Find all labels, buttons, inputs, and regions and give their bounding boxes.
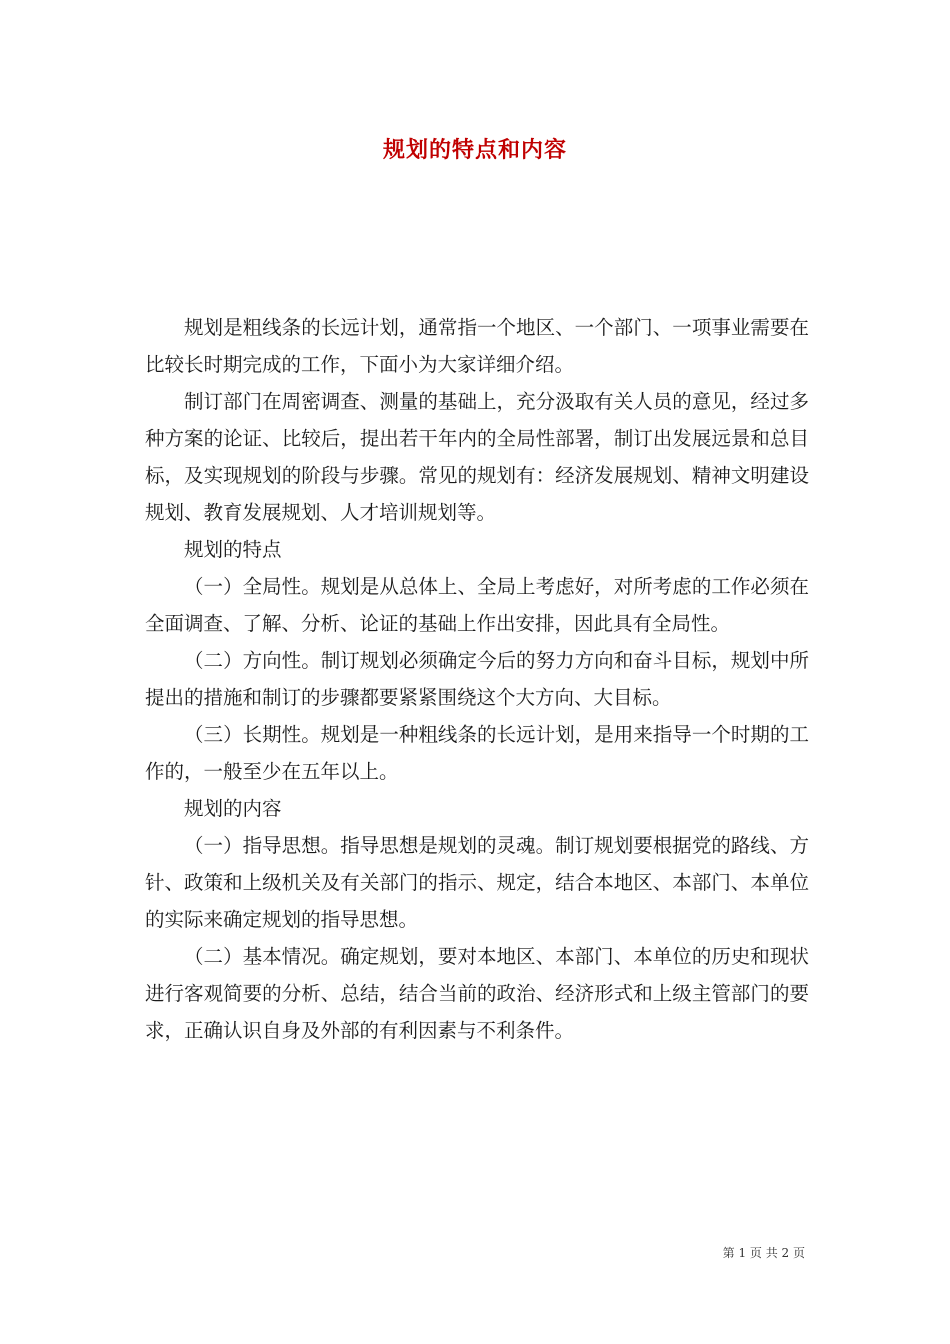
paragraph-content-2: （二）基本情况。确定规划，要对本地区、本部门、本单位的历史和现状进行客观简要的分析、总结，结合当前的政治、经济形式和上级主管部门的要求，正确认识自身及外部的有利因素与不利条件。 — [145, 945, 809, 1042]
document-title: 规划的特点和内容 — [382, 137, 567, 163]
section-heading-features: 规划的特点 — [184, 538, 282, 561]
paragraph-feature-3: （三）长期性。规划是一种粗线条的长远计划，是用来指导一个时期的工作的，一般至少在五年以上。 — [145, 723, 809, 783]
section-heading-content: 规划的内容 — [184, 797, 282, 820]
paragraph-content-1: （一）指导思想。指导思想是规划的灵魂。制订规划要根据党的路线、方针、政策和上级机关及有关部门的指示、规定，结合本地区、本部门、本单位的实际来确定规划的指导思想。 — [145, 834, 809, 931]
paragraph-feature-2: （二）方向性。制订规划必须确定今后的努力方向和奋斗目标，规划中所提出的措施和制订的步骤都要紧紧围绕这个大方向、大目标。 — [145, 649, 809, 709]
paragraph-feature-1: （一）全局性。规划是从总体上、全局上考虑好，对所考虑的工作必须在全面调查、了解、分析、论证的基础上作出安排，因此具有全局性。 — [145, 575, 809, 635]
document-body — [145, 309, 809, 1049]
paragraph-overview: 制订部门在周密调查、测量的基础上，充分汲取有关人员的意见，经过多种方案的论证、比较后，提出若干年内的全局性部署，制订出发展远景和总目标，及实现规划的阶段与步骤。常见的规划有：经济发展规划、精神文明建设规划、教育发展规划、人才培训规划等。 — [145, 390, 809, 524]
page-number: 第 1 页 共 2 页 — [722, 1246, 805, 1260]
paragraph-intro: 规划是粗线条的长远计划，通常指一个地区、一个部门、一项事业需要在比较长时期完成的工作，下面小为大家详细介绍。 — [145, 316, 809, 376]
